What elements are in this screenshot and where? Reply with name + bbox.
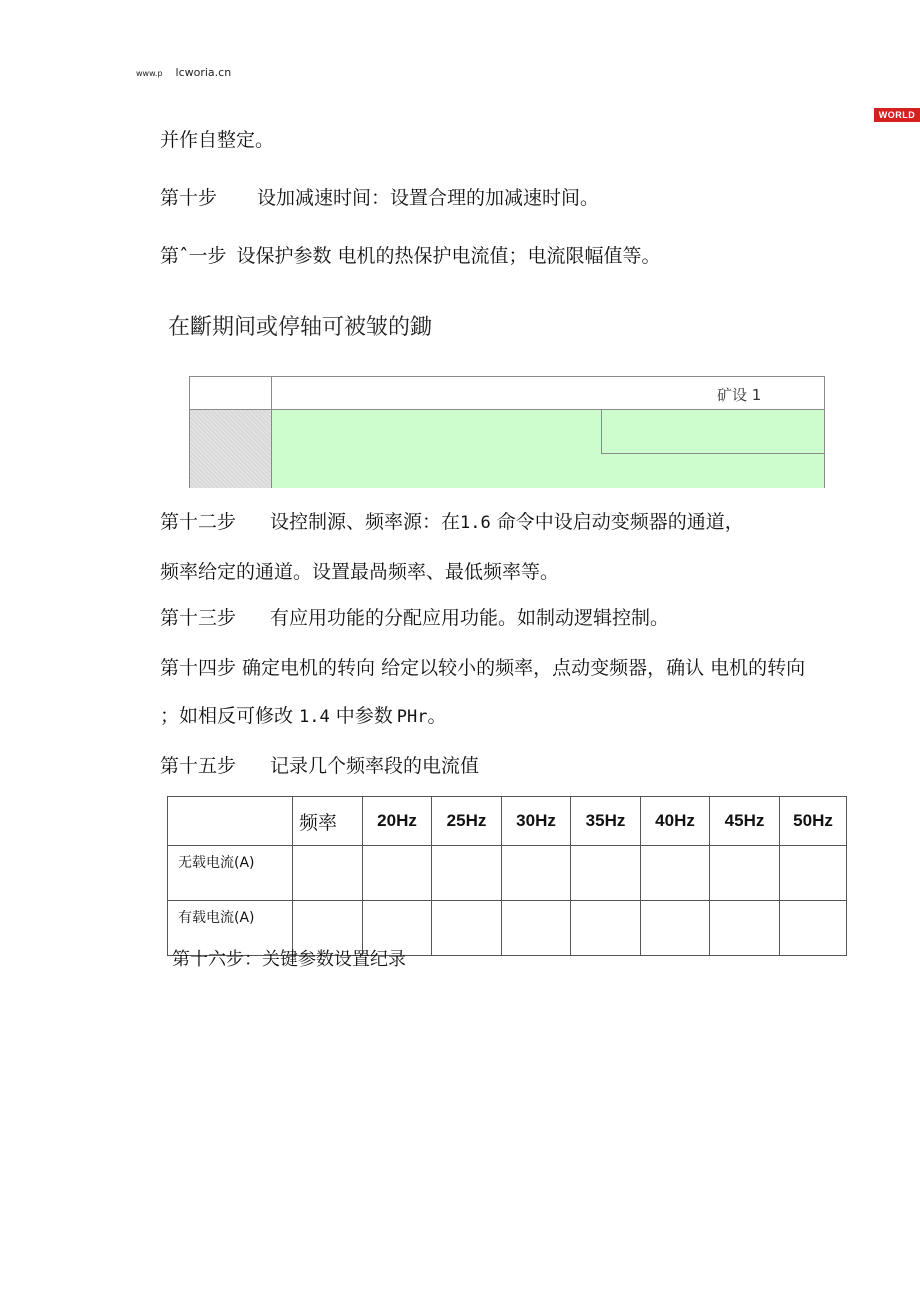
step-14-param: PHr [396, 707, 428, 727]
table-cell [571, 901, 641, 956]
step-13-text: 有应用功能的分配应用功能。如制动逻辑控制。 [270, 607, 670, 629]
step-15-text: 记录几个频率段的电流值 [270, 755, 480, 777]
step-10-label: 第十步 [160, 187, 218, 209]
figure-label: 矿设 1 [717, 386, 762, 404]
table-row-label: 无载电流(A) [168, 846, 293, 901]
step-14-text-a: ；如相反可修改 [160, 705, 294, 727]
table-cell [363, 846, 432, 901]
step-16: 第十六步：关键参数设置纪录 [172, 949, 406, 970]
table-freq-header: 45Hz [710, 797, 780, 846]
paragraph-1: 并作自整定。 [160, 129, 275, 151]
table-cell [432, 901, 502, 956]
current-table [167, 796, 847, 956]
section-heading: 在斷期间或停轴可被皱的鋤 [168, 315, 433, 340]
table-freq-header: 35Hz [571, 797, 641, 846]
step-10-text: 设加减速时间：设置合理的加减速时间。 [257, 187, 600, 209]
step-12-line-2: 频率给定的通道。设置最咼频率、最低频率等。 [160, 561, 560, 583]
table-freq-header: 50Hz [780, 797, 847, 846]
table-row [168, 846, 847, 901]
step-13-label: 第十三步 [160, 607, 237, 629]
step-12 [160, 510, 744, 535]
step-10 [160, 186, 599, 210]
header-url [136, 66, 231, 79]
table-cell [432, 846, 502, 901]
table-cell [710, 846, 780, 901]
step-12-text-b: 命令中设启动变频器的通道， [496, 511, 744, 533]
header-url-left: www.p [136, 69, 163, 78]
step-14-text-b: 中参数 [335, 705, 393, 727]
step-12-num: 1.6 [460, 513, 491, 533]
step-11-label: 第ˆ一步 [160, 245, 227, 267]
figure-inner-box [601, 409, 825, 454]
table-cell [571, 846, 641, 901]
table-row-label: 有载电流(A) [168, 901, 293, 956]
table-cell [641, 846, 710, 901]
embedded-figure [189, 376, 825, 488]
table-cell [780, 846, 847, 901]
table-corner-cell [168, 797, 293, 846]
table-cell [502, 901, 571, 956]
step-14-line-2 [160, 704, 446, 729]
step-14-num: 1.4 [299, 707, 330, 727]
step-14-line-1: 第十四步 确定电机的转向 给定以较小的频率，点动变频器，确认 电机的转向 [160, 657, 806, 679]
table-cell [780, 901, 847, 956]
step-15-label: 第十五步 [160, 755, 237, 777]
table-freq-header: 25Hz [432, 797, 502, 846]
table-freq-header: 20Hz [363, 797, 432, 846]
figure-cell-top-left [189, 376, 272, 410]
step-12-text-a: 设控制源、频率源：在 [270, 511, 461, 533]
header-url-right: lcworia.cn [175, 66, 232, 79]
table-cell [293, 846, 363, 901]
figure-gray-panel [189, 409, 272, 488]
step-15 [160, 754, 479, 778]
table-cell [710, 901, 780, 956]
table-freq-label: 频率 [293, 797, 363, 846]
table-cell [641, 901, 710, 956]
step-11 [160, 244, 661, 268]
step-11-text: 设保护参数 电机的热保护电流值；电流限幅值等。 [236, 245, 661, 267]
table-freq-header: 40Hz [641, 797, 710, 846]
step-13 [160, 606, 669, 630]
step-12-label: 第十二步 [160, 511, 237, 533]
world-badge: WORLD [874, 108, 920, 122]
table-header-row [168, 797, 847, 846]
table-cell [502, 846, 571, 901]
step-14-text-c: 。 [427, 705, 447, 727]
table-freq-header: 30Hz [502, 797, 571, 846]
